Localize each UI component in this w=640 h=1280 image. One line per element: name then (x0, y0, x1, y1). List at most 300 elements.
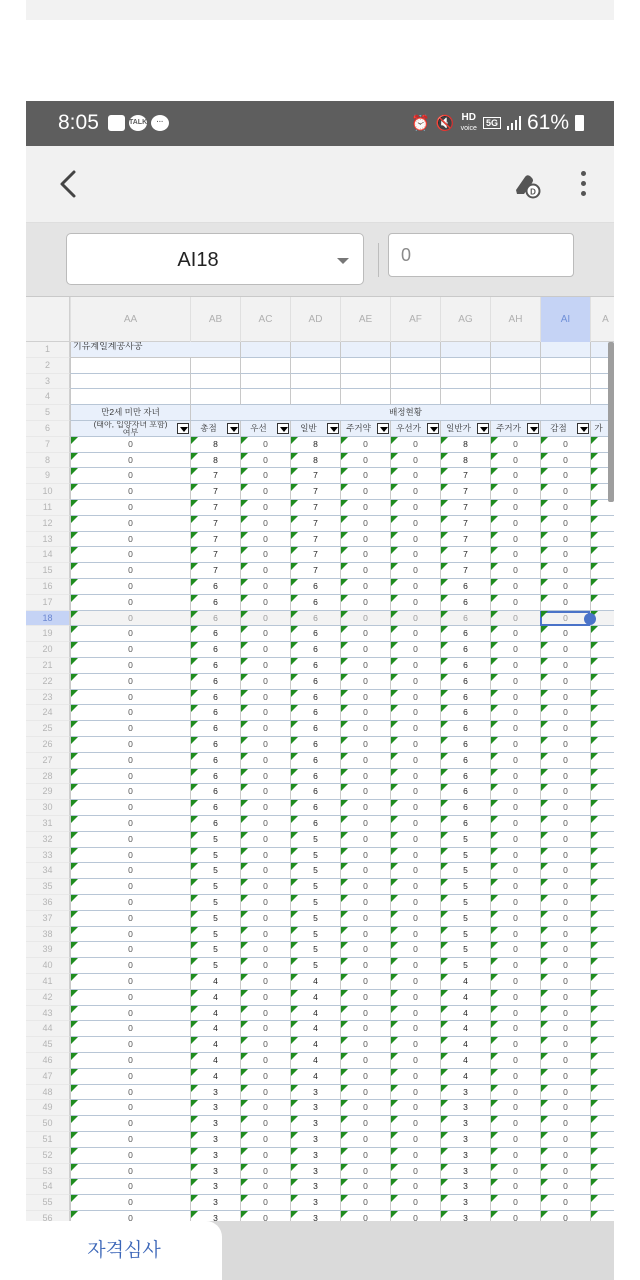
grid-cell[interactable]: 0 (390, 468, 440, 484)
grid-cell[interactable]: 0 (70, 879, 190, 895)
grid-cell[interactable]: 0 (490, 1164, 540, 1180)
grid-cell[interactable]: 0 (490, 468, 540, 484)
grid-cell[interactable]: 7 (190, 484, 240, 500)
grid-cell[interactable]: 8 (190, 453, 240, 469)
grid-cell[interactable]: 0 (340, 437, 390, 453)
grid-cell[interactable]: 0 (490, 927, 540, 943)
grid-cell[interactable]: 0 (540, 1195, 590, 1211)
aa-header-line1[interactable]: 만2세 미만 자녀 (70, 405, 190, 421)
grid-cell[interactable]: 7 (290, 547, 340, 563)
grid-cell[interactable] (590, 516, 614, 532)
grid-cell[interactable]: 0 (490, 990, 540, 1006)
grid-cell[interactable]: 0 (390, 500, 440, 516)
grid-cell[interactable]: 0 (390, 816, 440, 832)
grid-cell[interactable]: 7 (440, 500, 490, 516)
column-header-ah[interactable]: AH (490, 297, 540, 342)
grid-cell[interactable] (290, 389, 340, 405)
grid-cell[interactable]: 5 (440, 942, 490, 958)
grid-cell[interactable]: 4 (190, 1037, 240, 1053)
grid-cell[interactable]: 7 (290, 532, 340, 548)
grid-cell[interactable]: 3 (190, 1148, 240, 1164)
grid-cell[interactable]: 0 (240, 911, 290, 927)
grid-cell[interactable]: 0 (70, 1132, 190, 1148)
grid-cell[interactable]: 6 (190, 753, 240, 769)
selection-handle[interactable] (584, 613, 596, 625)
eraser-button[interactable] (510, 168, 542, 200)
row-header[interactable]: 49 (26, 1100, 70, 1116)
grid-cell[interactable]: 0 (340, 516, 390, 532)
row-header[interactable]: 45 (26, 1037, 70, 1053)
select-all-corner[interactable] (26, 297, 70, 342)
grid-cell[interactable]: 5 (290, 832, 340, 848)
grid-cell[interactable] (590, 832, 614, 848)
grid-cell[interactable]: 0 (70, 1116, 190, 1132)
grid-cell[interactable]: 0 (390, 674, 440, 690)
grid-cell[interactable] (390, 389, 440, 405)
grid-cell[interactable]: 0 (340, 532, 390, 548)
grid-cell[interactable]: 0 (490, 1053, 540, 1069)
grid-cell[interactable]: 6 (440, 611, 490, 627)
grid-cell[interactable] (240, 374, 290, 390)
grid-cell[interactable] (590, 1132, 614, 1148)
row-header[interactable]: 29 (26, 784, 70, 800)
grid-cell[interactable]: 0 (70, 1195, 190, 1211)
grid-cell[interactable]: 0 (490, 595, 540, 611)
row-header[interactable]: 47 (26, 1069, 70, 1085)
grid-cell[interactable]: 3 (290, 1195, 340, 1211)
grid-cell[interactable]: 0 (490, 753, 540, 769)
grid-cell[interactable]: 0 (390, 927, 440, 943)
grid-cell[interactable]: 0 (70, 832, 190, 848)
grid-cell[interactable]: 0 (490, 942, 540, 958)
grid-cell[interactable]: 0 (340, 769, 390, 785)
filter-dropdown-button[interactable] (227, 423, 239, 434)
grid-cell[interactable] (490, 389, 540, 405)
grid-cell[interactable]: 4 (440, 1037, 490, 1053)
grid-cell[interactable]: 6 (290, 800, 340, 816)
grid-cell[interactable]: 3 (290, 1148, 340, 1164)
grid-cell[interactable]: 0 (490, 1085, 540, 1101)
filter-dropdown-button[interactable] (377, 423, 389, 434)
grid-cell[interactable]: 0 (240, 595, 290, 611)
grid-cell[interactable] (590, 784, 614, 800)
grid-cell[interactable]: 0 (70, 911, 190, 927)
grid-cell[interactable]: 0 (240, 1148, 290, 1164)
grid-cell[interactable]: 6 (440, 784, 490, 800)
grid-cell[interactable]: 0 (340, 1164, 390, 1180)
grid-cell[interactable] (490, 358, 540, 374)
filter-header-cell[interactable] (290, 421, 340, 437)
row-header[interactable]: 10 (26, 484, 70, 500)
grid-cell[interactable]: 7 (290, 484, 340, 500)
grid-cell[interactable]: 0 (540, 1211, 590, 1221)
grid-cell[interactable] (590, 626, 614, 642)
grid-cell[interactable]: 0 (340, 705, 390, 721)
grid-cell[interactable]: 0 (340, 927, 390, 943)
grid-cell[interactable] (590, 1211, 614, 1221)
grid-cell[interactable]: 0 (540, 453, 590, 469)
grid-cell[interactable]: 5 (190, 942, 240, 958)
grid-cell[interactable]: 7 (290, 516, 340, 532)
grid-cell[interactable]: 0 (340, 832, 390, 848)
row-header[interactable]: 1 (26, 342, 70, 358)
grid-cell[interactable]: 0 (540, 942, 590, 958)
grid-cell[interactable]: 0 (70, 690, 190, 706)
row-header[interactable]: 11 (26, 500, 70, 516)
grid-cell[interactable]: 0 (240, 1179, 290, 1195)
grid-cell[interactable]: 3 (290, 1179, 340, 1195)
column-header-ag[interactable]: AG (440, 297, 490, 342)
grid-cell[interactable]: 4 (440, 1021, 490, 1037)
grid-cell[interactable]: 5 (440, 863, 490, 879)
grid-cell[interactable]: 0 (390, 737, 440, 753)
grid-cell[interactable]: 0 (390, 595, 440, 611)
grid-cell[interactable]: 0 (540, 800, 590, 816)
grid-cell[interactable]: 0 (70, 1179, 190, 1195)
grid-cell[interactable] (490, 342, 540, 358)
grid-cell[interactable]: 0 (70, 468, 190, 484)
row-header[interactable]: 38 (26, 927, 70, 943)
grid-cell[interactable]: 7 (190, 563, 240, 579)
grid-cell[interactable]: 6 (190, 626, 240, 642)
grid-cell[interactable] (540, 342, 590, 358)
grid-cell[interactable] (490, 374, 540, 390)
grid-cell[interactable] (590, 1116, 614, 1132)
grid-cell[interactable]: 0 (540, 595, 590, 611)
grid-cell[interactable]: 0 (70, 958, 190, 974)
grid-cell[interactable] (340, 374, 390, 390)
filter-header-cell[interactable] (390, 421, 440, 437)
grid-cell[interactable] (590, 1100, 614, 1116)
grid-cell[interactable] (240, 342, 290, 358)
grid-cell[interactable]: 6 (190, 769, 240, 785)
grid-cell[interactable]: 5 (290, 942, 340, 958)
grid-cell[interactable]: 7 (290, 500, 340, 516)
grid-cell[interactable]: 0 (240, 927, 290, 943)
grid-cell[interactable]: 0 (390, 974, 440, 990)
grid-cell[interactable] (590, 674, 614, 690)
grid-cell[interactable]: 6 (440, 737, 490, 753)
grid-cell[interactable]: 3 (290, 1116, 340, 1132)
grid-cell[interactable] (590, 1021, 614, 1037)
grid-cell[interactable] (540, 389, 590, 405)
grid-cell[interactable]: 0 (70, 1148, 190, 1164)
vertical-scrollbar[interactable] (608, 342, 614, 502)
grid-cell[interactable]: 5 (440, 927, 490, 943)
grid-cell[interactable]: 5 (440, 958, 490, 974)
row-header[interactable]: 27 (26, 753, 70, 769)
grid-cell[interactable] (590, 500, 614, 516)
grid-cell[interactable]: 6 (290, 769, 340, 785)
grid-cell[interactable]: 4 (290, 990, 340, 1006)
grid-cell[interactable]: 0 (240, 1116, 290, 1132)
grid-cell[interactable]: 0 (490, 832, 540, 848)
grid-cell[interactable]: 0 (70, 895, 190, 911)
grid-cell[interactable] (590, 1179, 614, 1195)
cell-value-input[interactable]: 0 (388, 233, 574, 277)
grid-cell[interactable]: 8 (190, 437, 240, 453)
row-header[interactable]: 54 (26, 1179, 70, 1195)
row-header[interactable]: 36 (26, 895, 70, 911)
grid-cell[interactable] (590, 974, 614, 990)
grid-cell[interactable]: 5 (440, 911, 490, 927)
grid-cell[interactable]: 0 (70, 453, 190, 469)
grid-cell[interactable]: 0 (240, 753, 290, 769)
row-header[interactable]: 23 (26, 690, 70, 706)
grid-cell[interactable]: 0 (340, 737, 390, 753)
grid-cell[interactable]: 6 (290, 642, 340, 658)
row-header[interactable]: 34 (26, 863, 70, 879)
grid-cell[interactable]: 6 (190, 674, 240, 690)
grid-cell[interactable]: 4 (440, 990, 490, 1006)
grid-cell[interactable]: 5 (190, 832, 240, 848)
grid-cell[interactable]: 0 (70, 595, 190, 611)
grid-cell[interactable]: 4 (190, 1053, 240, 1069)
grid-cell[interactable]: 0 (540, 784, 590, 800)
grid-cell[interactable]: 7 (290, 468, 340, 484)
grid-cell[interactable]: 0 (490, 848, 540, 864)
grid-cell[interactable]: 4 (440, 1006, 490, 1022)
grid-cell[interactable]: 3 (440, 1100, 490, 1116)
grid-cell[interactable] (590, 1006, 614, 1022)
grid-cell[interactable]: 4 (440, 974, 490, 990)
grid-cell[interactable]: 0 (390, 642, 440, 658)
row-header[interactable]: 3 (26, 374, 70, 390)
grid-cell[interactable]: 0 (340, 1069, 390, 1085)
grid-cell[interactable]: 6 (440, 816, 490, 832)
grid-cell[interactable]: 0 (70, 1037, 190, 1053)
grid-cell[interactable]: 0 (540, 532, 590, 548)
grid-cell[interactable]: 0 (390, 753, 440, 769)
grid-cell[interactable]: 0 (70, 1069, 190, 1085)
filter-header-cell[interactable] (340, 421, 390, 437)
grid-cell[interactable]: 3 (290, 1211, 340, 1221)
filter-header-cell[interactable] (190, 421, 240, 437)
row-header[interactable]: 6 (26, 421, 70, 437)
column-header-af[interactable]: AF (390, 297, 440, 342)
grid-cell[interactable]: 0 (490, 579, 540, 595)
grid-cell[interactable]: 0 (240, 832, 290, 848)
grid-cell[interactable]: 0 (540, 658, 590, 674)
grid-cell[interactable]: 0 (240, 1211, 290, 1221)
grid-cell[interactable]: 6 (440, 674, 490, 690)
row-header[interactable]: 32 (26, 832, 70, 848)
row-header[interactable]: 8 (26, 453, 70, 469)
row-header[interactable]: 24 (26, 705, 70, 721)
grid-cell[interactable]: 0 (70, 769, 190, 785)
grid-cell[interactable] (540, 358, 590, 374)
grid-cell[interactable]: 7 (440, 468, 490, 484)
grid-cell[interactable]: 4 (290, 1069, 340, 1085)
row-header[interactable]: 9 (26, 468, 70, 484)
grid-cell[interactable]: 4 (190, 990, 240, 1006)
grid-cell[interactable]: 0 (340, 595, 390, 611)
filter-dropdown-button[interactable] (327, 423, 339, 434)
grid-cell[interactable]: 0 (240, 484, 290, 500)
grid-cell[interactable]: 0 (490, 484, 540, 500)
grid-cell[interactable]: 6 (190, 595, 240, 611)
grid-cell[interactable] (590, 848, 614, 864)
grid-cell[interactable]: 0 (540, 1148, 590, 1164)
grid-cell[interactable]: 6 (290, 626, 340, 642)
grid-cell[interactable]: 0 (490, 784, 540, 800)
grid-cell[interactable]: 0 (240, 705, 290, 721)
grid-cell[interactable]: 0 (490, 895, 540, 911)
grid-cell[interactable]: 0 (240, 468, 290, 484)
grid-cell[interactable]: 0 (390, 705, 440, 721)
grid-cell[interactable]: 0 (340, 1211, 390, 1221)
grid-cell[interactable]: 0 (540, 563, 590, 579)
grid-cell[interactable]: 0 (340, 1085, 390, 1101)
filter-dropdown-button[interactable] (527, 423, 539, 434)
grid-cell[interactable]: 0 (390, 1053, 440, 1069)
grid-cell[interactable]: 0 (540, 611, 590, 627)
grid-cell[interactable]: 0 (70, 753, 190, 769)
grid-cell[interactable]: 0 (490, 1069, 540, 1085)
grid-cell[interactable]: 3 (440, 1148, 490, 1164)
grid-cell[interactable]: 0 (340, 690, 390, 706)
grid-cell[interactable] (340, 358, 390, 374)
grid-cell[interactable]: 7 (190, 532, 240, 548)
grid-cell[interactable]: 0 (340, 500, 390, 516)
grid-cell[interactable]: 5 (290, 927, 340, 943)
grid-cell[interactable] (590, 990, 614, 1006)
grid-cell[interactable] (590, 563, 614, 579)
grid-cell[interactable]: 0 (240, 1053, 290, 1069)
grid-cell[interactable]: 7 (190, 547, 240, 563)
grid-cell[interactable]: 0 (390, 1021, 440, 1037)
grid-cell[interactable]: 4 (290, 974, 340, 990)
row-header[interactable]: 39 (26, 942, 70, 958)
row-header[interactable]: 28 (26, 769, 70, 785)
grid-cell[interactable]: 0 (390, 958, 440, 974)
grid-cell[interactable]: 7 (190, 500, 240, 516)
grid-cell[interactable] (590, 769, 614, 785)
row-header[interactable]: 21 (26, 658, 70, 674)
grid-cell[interactable]: 0 (490, 1037, 540, 1053)
grid-cell[interactable]: 0 (390, 721, 440, 737)
grid-cell[interactable]: 0 (240, 611, 290, 627)
grid-cell[interactable]: 0 (390, 437, 440, 453)
grid-cell[interactable]: 3 (190, 1179, 240, 1195)
grid-cell[interactable]: 0 (70, 579, 190, 595)
grid-cell[interactable]: 0 (390, 516, 440, 532)
grid-cell[interactable]: 0 (490, 437, 540, 453)
grid-cell[interactable]: 7 (290, 563, 340, 579)
grid-cell[interactable]: 0 (390, 1006, 440, 1022)
grid-cell[interactable]: 0 (240, 974, 290, 990)
grid-cell[interactable]: 6 (190, 642, 240, 658)
column-header-a[interactable]: A (590, 297, 614, 342)
grid-cell[interactable]: 0 (240, 942, 290, 958)
grid-cell[interactable]: 0 (340, 1132, 390, 1148)
filter-dropdown-button[interactable] (177, 423, 189, 434)
grid-cell[interactable]: 0 (540, 1132, 590, 1148)
grid-cell[interactable]: 0 (540, 974, 590, 990)
grid-cell[interactable]: 3 (190, 1211, 240, 1221)
grid-cell[interactable]: 0 (240, 863, 290, 879)
grid-cell[interactable]: 0 (240, 721, 290, 737)
grid-cell[interactable]: 0 (540, 911, 590, 927)
grid-cell[interactable]: 0 (340, 879, 390, 895)
grid-cell[interactable]: 4 (290, 1006, 340, 1022)
grid-cell[interactable] (340, 389, 390, 405)
grid-cell[interactable] (590, 1148, 614, 1164)
row-header[interactable]: 4 (26, 389, 70, 405)
grid-cell[interactable]: 0 (240, 1085, 290, 1101)
grid-cell[interactable]: 0 (540, 516, 590, 532)
grid-cell[interactable]: 0 (540, 1179, 590, 1195)
grid-cell[interactable]: 0 (490, 1006, 540, 1022)
grid-cell[interactable]: 0 (340, 579, 390, 595)
grid-cell[interactable]: 0 (240, 642, 290, 658)
column-header-ab[interactable]: AB (190, 297, 240, 342)
grid-cell[interactable]: 0 (490, 1100, 540, 1116)
grid-cell[interactable] (390, 358, 440, 374)
grid-cell[interactable]: 8 (290, 437, 340, 453)
filter-header-cell[interactable] (440, 421, 490, 437)
grid-cell[interactable]: 3 (290, 1164, 340, 1180)
grid-cell[interactable]: 0 (490, 816, 540, 832)
grid-cell[interactable]: 0 (390, 547, 440, 563)
grid-cell[interactable]: 0 (70, 1100, 190, 1116)
grid-cell[interactable]: 0 (540, 832, 590, 848)
grid-cell[interactable]: 0 (540, 1053, 590, 1069)
grid-cell[interactable]: 0 (240, 547, 290, 563)
grid-cell[interactable]: 0 (340, 1037, 390, 1053)
back-button[interactable] (54, 166, 84, 202)
grid-cell[interactable] (290, 358, 340, 374)
grid-cell[interactable]: 0 (70, 626, 190, 642)
grid-cell[interactable]: 0 (540, 500, 590, 516)
grid-cell[interactable]: 0 (240, 879, 290, 895)
grid-cell[interactable]: 0 (340, 958, 390, 974)
grid-cell[interactable]: 0 (70, 1211, 190, 1221)
grid-cell[interactable]: 0 (70, 737, 190, 753)
grid-cell[interactable] (190, 389, 240, 405)
grid-cell[interactable]: 6 (290, 579, 340, 595)
grid-cell[interactable]: 0 (390, 1069, 440, 1085)
grid-cell[interactable]: 0 (390, 1085, 440, 1101)
grid-cell[interactable]: 0 (340, 800, 390, 816)
row-header[interactable]: 33 (26, 848, 70, 864)
grid-cell[interactable]: 6 (290, 816, 340, 832)
grid-cell[interactable]: 0 (240, 1037, 290, 1053)
grid-cell[interactable]: 0 (70, 705, 190, 721)
grid-cell[interactable]: 0 (240, 690, 290, 706)
grid-cell[interactable] (290, 374, 340, 390)
grid-cell[interactable]: 0 (340, 816, 390, 832)
row-header[interactable]: 5 (26, 405, 70, 421)
row-header[interactable]: 20 (26, 642, 70, 658)
grid-cell[interactable]: 0 (490, 1211, 540, 1221)
grid-cell[interactable]: 0 (540, 484, 590, 500)
grid-cell[interactable]: 0 (390, 1037, 440, 1053)
grid-cell[interactable] (540, 374, 590, 390)
row-header[interactable]: 15 (26, 563, 70, 579)
grid-cell[interactable]: 6 (190, 705, 240, 721)
row-header[interactable]: 22 (26, 674, 70, 690)
grid-cell[interactable]: 0 (340, 611, 390, 627)
row-header[interactable]: 2 (26, 358, 70, 374)
grid-cell[interactable]: 0 (240, 1164, 290, 1180)
grid-cell[interactable]: 0 (340, 1116, 390, 1132)
grid-cell[interactable]: 0 (490, 1148, 540, 1164)
grid-cell[interactable]: 6 (440, 721, 490, 737)
grid-cell[interactable]: 6 (440, 626, 490, 642)
grid-cell[interactable]: 0 (540, 863, 590, 879)
grid-cell[interactable]: 0 (540, 1100, 590, 1116)
